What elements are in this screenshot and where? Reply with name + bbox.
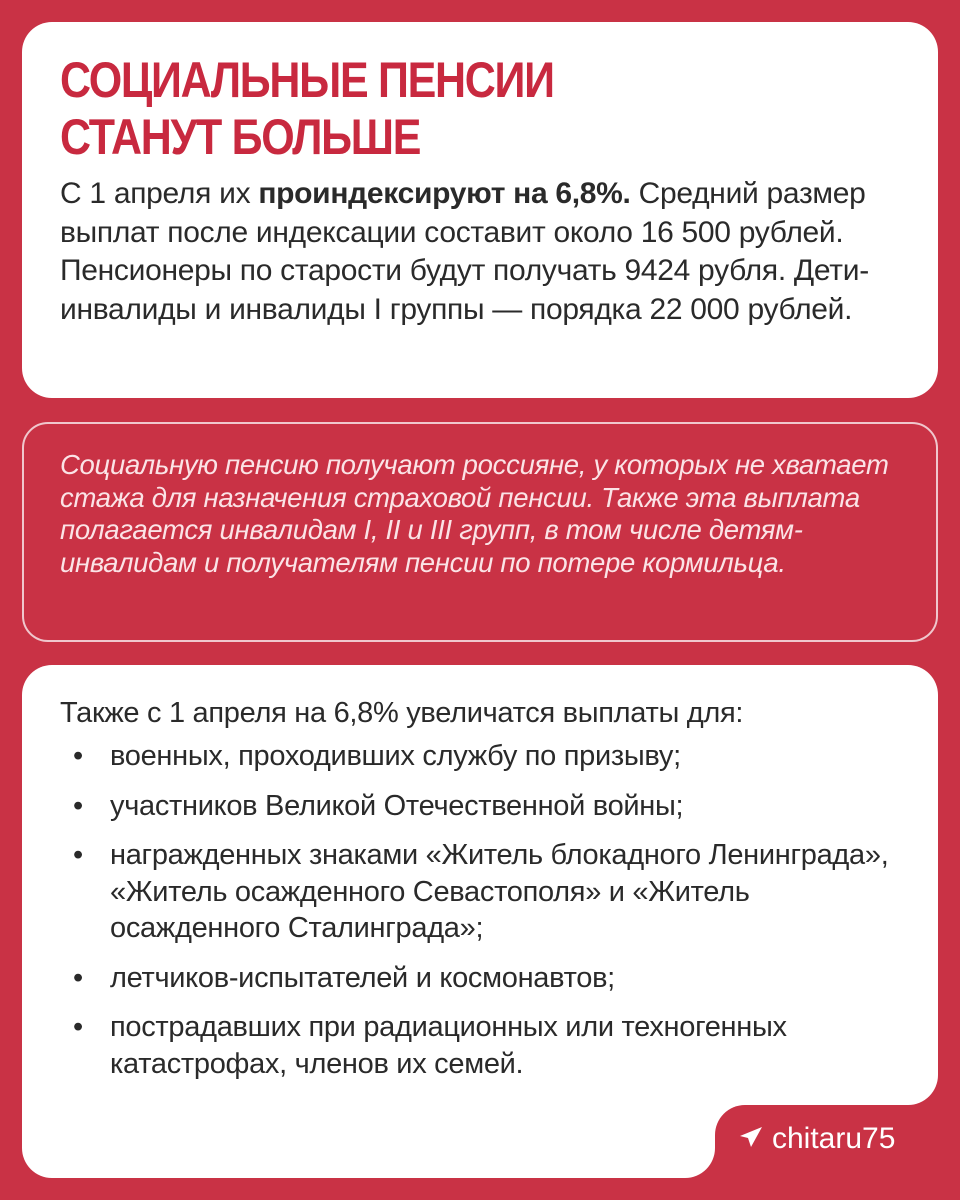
telegram-link[interactable]: [738, 1122, 895, 1156]
list-item-text: военных, проходивших службу по призыву;: [110, 740, 681, 772]
list-item: [60, 1009, 920, 1082]
title-line-1: СОЦИАЛЬНЫЕ ПЕНСИИ: [60, 52, 554, 108]
list-item: [60, 960, 920, 997]
list-lead: Также с 1 апреля на 6,8% увеличатся выплаты для:: [60, 697, 744, 729]
list-item-text: летчиков-испытателей и космонавтов;: [110, 961, 615, 994]
beneficiary-list: [60, 738, 920, 1095]
list-item-text: награжденных знаками «Житель блокадного Ленинграда», «Житель осажденного Севастополя» и «Житель осажденного Сталинграда»;: [110, 839, 889, 944]
list-card-bottom: [22, 1100, 715, 1178]
list-item: [60, 738, 920, 775]
intro-rest: Средний размер выплат после индексации составит около 16 500 рублей. Пенсионеры по старости будут получать 9424 рубля. Дети-инвалиды и инвалиды I группы — порядка 22 000 рублей.: [60, 177, 869, 326]
bullet: •: [73, 740, 83, 772]
title-line-2: СТАНУТ БОЛЬШЕ: [60, 109, 421, 165]
list-item: [60, 788, 920, 825]
list-item: [60, 837, 920, 947]
bullet: •: [73, 789, 83, 822]
list-item-text: участников Великой Отечественной войны;: [110, 789, 684, 822]
brand-handle: chitaru75: [772, 1122, 896, 1155]
telegram-icon: [738, 1122, 764, 1156]
bullet: •: [73, 961, 83, 994]
list-item-text: пострадавших при радиационных или техногенных катастрофах, членов их семей.: [110, 1011, 787, 1080]
bullet: •: [73, 839, 83, 871]
page-title: [60, 52, 662, 166]
intro-text: [60, 175, 940, 329]
bullet: •: [73, 1011, 83, 1043]
info-text: Социальную пенсию получают россияне, у которых не хватает стажа для назначения страховой пенсии. Также эта выплата полагается инвалидам I, II и III групп, в том числе детям-инвалидам и получателям пенсии по потере кормильца.: [60, 449, 889, 578]
intro-prefix: С 1 апреля их: [60, 177, 259, 210]
intro-highlight: проиндексируют на 6,8%.: [258, 177, 631, 210]
